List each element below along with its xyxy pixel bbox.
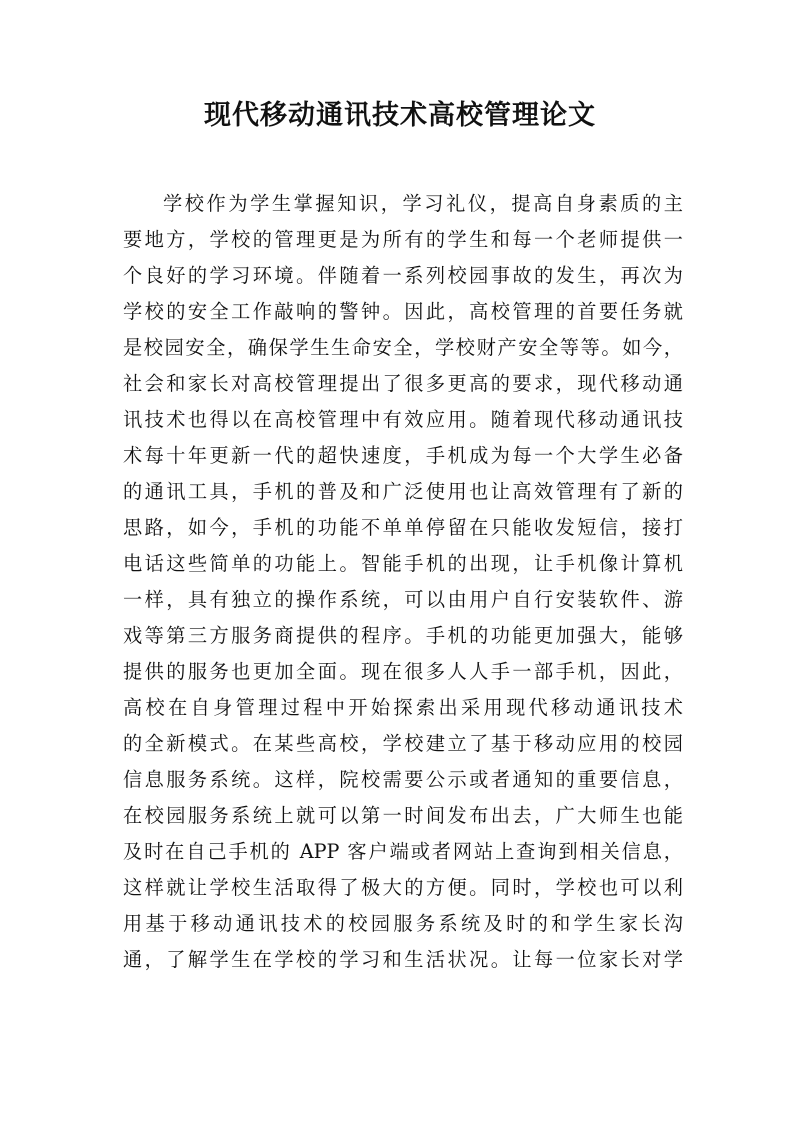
paragraph-line: 高校在自身管理过程中开始探索出采用现代移动通讯技术 [123,696,683,719]
paragraph-line: 思路，如今，手机的功能不单单停留在只能收发短信，接打 [123,516,683,539]
paragraph-line: 电话这些简单的功能上。智能手机的出现，让手机像计算机 [123,552,683,575]
paragraph-line: 是校园安全，确保学生生命安全，学校财产安全等等。如今， [123,336,683,359]
paragraph-line: 通，了解学生在学校的学习和生活状况。让每一位家长对学 [123,948,683,971]
body-paragraph [123,186,683,978]
paragraph-line: 信息服务系统。这样，院校需要公示或者通知的重要信息， [123,768,683,791]
paragraph-line: 这样就让学校生活取得了极大的方便。同时，学校也可以利 [123,876,683,899]
paragraph-line: 提供的服务也更加全面。现在很多人人手一部手机，因此， [123,660,683,683]
document-title: 现代移动通讯技术高校管理论文 [204,100,596,131]
paragraph-line: 术每十年更新一代的超快速度，手机成为每一个大学生必备 [123,444,683,467]
paragraph-line: 用基于移动通讯技术的校园服务系统及时的和学生家长沟 [123,912,683,935]
paragraph-line: 要地方，学校的管理更是为所有的学生和每一个老师提供一 [123,228,683,251]
paragraph-line: 讯技术也得以在高校管理中有效应用。随着现代移动通讯技 [123,408,683,431]
paragraph-line: 的全新模式。在某些高校，学校建立了基于移动应用的校园 [123,732,683,755]
paragraph-line: 学校作为学生掌握知识，学习礼仪，提高自身素质的主 [163,192,683,215]
paragraph-line: 及时在自己手机的 APP 客户端或者网站上查询到相关信息， [123,840,683,863]
paragraph-line: 社会和家长对高校管理提出了很多更高的要求，现代移动通 [123,372,683,395]
paragraph-line: 戏等第三方服务商提供的程序。手机的功能更加强大，能够 [123,624,683,647]
paragraph-line: 一样，具有独立的操作系统，可以由用户自行安装软件、游 [123,588,683,611]
paragraph-line: 在校园服务系统上就可以第一时间发布出去，广大师生也能 [123,804,683,827]
paragraph-line: 个良好的学习环境。伴随着一系列校园事故的发生，再次为 [123,264,683,287]
paragraph-line: 学校的安全工作敲响的警钟。因此，高校管理的首要任务就 [123,300,683,323]
paragraph-line: 的通讯工具，手机的普及和广泛使用也让高效管理有了新的 [123,480,683,503]
